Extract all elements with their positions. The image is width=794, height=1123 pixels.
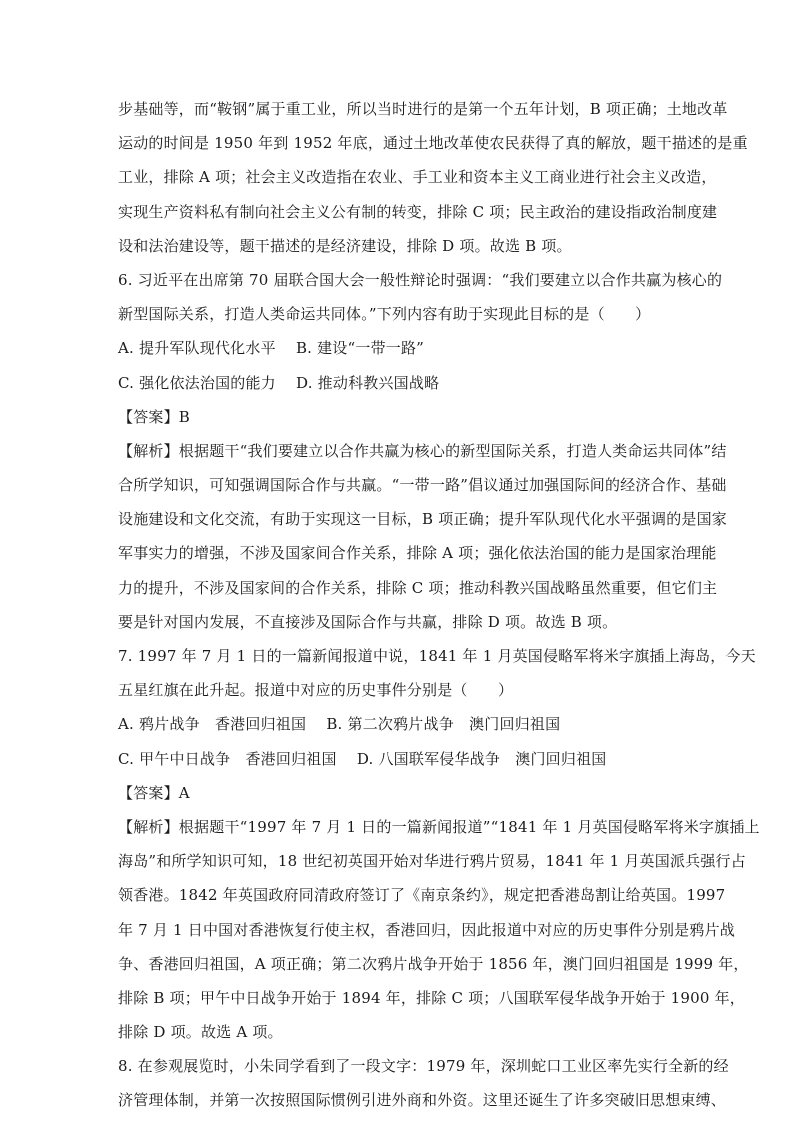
question-7-analysis: 【解析】根据题干“1997 年 7 月 1 日的一篇新闻报道”“1841 年 1 月英国侵略军将米字旗插上 [118,817,760,836]
question-6-answer: 【答案】B [118,407,191,426]
question-7-stem: 7. 1997 年 7 月 1 日的一篇新闻报道中说，1841 年 1 月英国侵略军将米字旗插上海岛，今天 [118,647,756,665]
document-page [118,92,760,1118]
question-6-analysis: 设施建设和文化交流，有助于实现这一目标，B 项正确；提升军队现代化水平强调的是国家 [118,510,727,529]
question-7-stem: 五星红旗在此升起。报道中对应的历史事件分别是（ ） [118,681,514,700]
question-6-stem: 新型国际关系，打造人类命运共同体。”下列内容有助于实现此目标的是（ ） [118,305,651,324]
question-8-stem: 济管理体制，并第一次按照国际惯例引进外商和外资。这里还诞生了许多突破旧思想束缚、 [118,1091,727,1110]
question-6-analysis: 力的提升，不涉及国家间的合作关系，排除 C 项；推动科教兴国战略虽然重要，但它们主 [118,578,718,597]
text-line: 设和法治建设等，题干描述的是经济建设，排除 D 项。故选 B 项。 [118,236,572,255]
text-line: 实现生产资料私有制向社会主义公有制的转变，排除 C 项；民主政治的建设指政治制度建 [118,202,718,221]
question-6-analysis: 合所学知识，可知强调国际合作与共赢。“一带一路”倡议通过加强国际间的经济合作、基础 [118,476,727,495]
question-7-options-ab: A. 鸦片战争 香港回归祖国 B. 第二次鸦片战争 澳门回归祖国 [118,715,561,734]
question-6-analysis: 【解析】根据题干“我们要建立以合作共赢为核心的新型国际关系，打造人类命运共同体”结 [118,441,727,460]
question-7-analysis: 领香港。1842 年英国政府同清政府签订了《南京条约》，规定把香港岛割让给英国。1997 [118,886,726,905]
question-7-answer: 【答案】A [118,783,190,802]
text-line: 工业，排除 A 项；社会主义改造指在农业、手工业和资本主义工商业进行社会主义改造， [118,168,717,187]
text-line: 运动的时间是 1950 年到 1952 年底，通过土地改革使农民获得了真的解放，题干描述的是重 [118,134,748,153]
question-6-options-cd: C. 强化依法治国的能力 D. 推动科教兴国战略 [118,373,440,392]
question-7-analysis: 争、香港回归祖国，A 项正确；第二次鸦片战争开始于 1856 年，澳门回归祖国是 1999 年， [118,954,749,973]
question-7-options-cd: C. 甲午中日战争 香港回归祖国 D. 八国联军侵华战争 澳门回归祖国 [118,749,607,768]
question-6-stem: 6. 习近平在出席第 70 届联合国大会一般性辩论时强调：“我们要建立以合作共赢为核心的 [118,270,723,289]
question-7-analysis: 年 7 月 1 日中国对香港恢复行使主权，香港回归，因此报道中对应的历史事件分别是鸦片战 [118,920,735,939]
question-6-options-ab: A. 提升军队现代化水平 B. 建设“一带一路” [118,339,425,358]
question-7-analysis: 排除 B 项；甲午中日战争开始于 1894 年，排除 C 项；八国联军侵华战争开始于 1900 年， [118,988,745,1007]
question-6-analysis: 军事实力的增强，不涉及国家间合作关系，排除 A 项；强化依法治国的能力是国家治理能 [118,544,717,563]
question-7-analysis: 海岛”和所学知识可知，18 世纪初英国开始对华进行鸦片贸易，1841 年 1 月英国派兵强行占 [118,852,746,871]
question-8-stem: 8. 在参观展览时，小朱同学看到了一段文字：1979 年，深圳蛇口工业区率先实行全新的经 [118,1057,729,1076]
question-7-analysis: 排除 D 项。故选 A 项。 [118,1023,283,1042]
question-6-analysis: 要是针对国内发展，不直接涉及国际合作与共赢，排除 D 项。故选 B 项。 [118,612,618,631]
text-line: 步基础等，而“鞍钢”属于重工业，所以当时进行的是第一个五年计划，B 项正确；土地改革 [118,100,728,118]
